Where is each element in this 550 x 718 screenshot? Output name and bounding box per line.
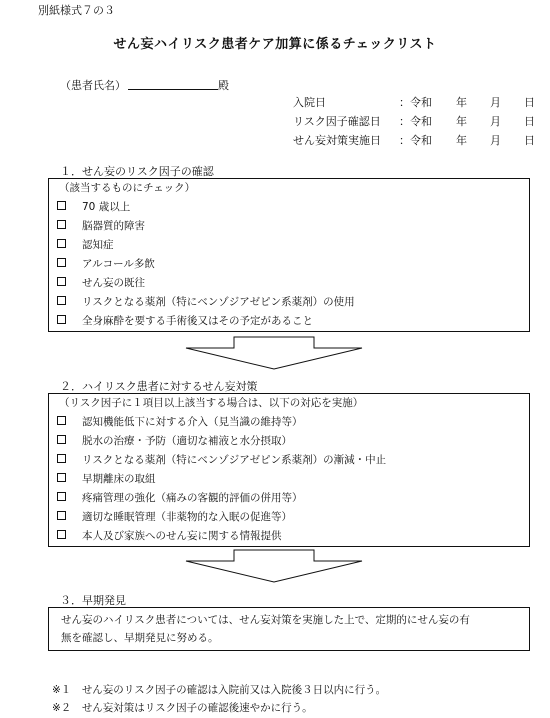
checklist-item — [49, 293, 529, 312]
date-year: 年 — [456, 115, 467, 128]
footnote — [52, 682, 386, 697]
date-label: 入院日 — [293, 96, 326, 109]
checkbox[interactable] — [57, 239, 66, 248]
checklist-item — [49, 432, 529, 451]
down-arrow-icon — [184, 549, 364, 583]
date-month: 月 — [490, 115, 501, 128]
admission-date-row — [293, 94, 535, 110]
checklist-item — [49, 236, 529, 255]
checkbox[interactable] — [57, 511, 66, 520]
checkbox[interactable] — [57, 277, 66, 286]
checklist-item-label: 脱水の治療・予防（適切な補液と水分摂取） — [82, 435, 292, 447]
checklist-item — [49, 198, 529, 217]
checklist-item-label: 本人及び家族へのせん妄に関する情報提供 — [82, 530, 282, 542]
date-colon: ： — [399, 96, 410, 109]
checklist-item — [49, 255, 529, 274]
checklist-item — [49, 489, 529, 508]
early-detection-box — [48, 607, 530, 651]
date-day: 日 — [524, 96, 535, 109]
form-number: 別紙様式７の３ — [38, 4, 115, 17]
checklist-item — [49, 470, 529, 489]
section2-heading: ２．ハイリスク患者に対するせん妄対策 — [60, 380, 258, 393]
early-detection-line: 無を確認し、早期発見に努める。 — [61, 632, 219, 644]
page-title: せん妄ハイリスク患者ケア加算に係るチェックリスト — [113, 37, 437, 52]
footnote-text: せん妄のリスク因子の確認は入院前又は入院後３日以内に行う。 — [81, 684, 387, 696]
checklist-item — [49, 274, 529, 293]
intervention-date-row — [293, 132, 535, 148]
checklist-item-label: せん妄の既往 — [82, 277, 145, 289]
intervention-box — [48, 393, 530, 547]
checklist-item — [49, 508, 529, 527]
section1-instruction: （該当するものにチェック） — [59, 182, 196, 194]
checklist-item-label: 疼痛管理の強化（痛みの客観的評価の併用等） — [82, 492, 303, 504]
checkbox[interactable] — [57, 492, 66, 501]
checkbox[interactable] — [57, 258, 66, 267]
checkbox[interactable] — [57, 473, 66, 482]
date-era: 令和 — [410, 96, 432, 109]
checkbox[interactable] — [57, 220, 66, 229]
checkbox[interactable] — [57, 416, 66, 425]
checklist-item — [49, 451, 529, 470]
checklist-item — [49, 527, 529, 546]
checkbox[interactable] — [57, 296, 66, 305]
risk-check-date-row — [293, 113, 535, 129]
section2-instruction: （リスク因子に１項目以上該当する場合は、以下の対応を実施） — [59, 397, 364, 409]
checklist-item — [49, 217, 529, 236]
footnote-text: せん妄対策はリスク因子の確認後速やかに行う。 — [81, 702, 313, 714]
date-year: 年 — [456, 134, 467, 147]
checklist-item-label: 認知症 — [82, 239, 114, 251]
patient-name-suffix: 殿 — [218, 79, 229, 92]
date-colon: ： — [399, 115, 410, 128]
date-era: 令和 — [410, 134, 432, 147]
date-label: リスク因子確認日 — [293, 115, 381, 128]
checklist-item-label: 脳器質的障害 — [82, 220, 145, 232]
checklist-item-label: 早期離床の取組 — [82, 473, 156, 485]
checklist-item-label: 70 歳以上 — [82, 201, 131, 213]
checkbox[interactable] — [57, 315, 66, 324]
early-detection-text — [49, 608, 529, 650]
section1-heading: １．せん妄のリスク因子の確認 — [60, 165, 214, 178]
checklist-item-label: リスクとなる薬剤（特にベンゾジアゼピン系薬剤）の使用 — [82, 296, 355, 308]
checkbox[interactable] — [57, 435, 66, 444]
checklist-item-label: 適切な睡眠管理（非薬物的な入眠の促進等） — [82, 511, 292, 523]
footnote — [52, 700, 313, 715]
date-day: 日 — [524, 115, 535, 128]
footnote-mark: ※１ — [52, 684, 72, 696]
checklist-item-label: 全身麻酔を要する手術後又はその予定があること — [82, 315, 313, 327]
date-year: 年 — [456, 96, 467, 109]
checklist-item-label: アルコール多飲 — [82, 258, 155, 270]
early-detection-line: せん妄のハイリスク患者については、せん妄対策を実施した上で、定期的にせん妄の有 — [61, 614, 470, 626]
down-arrow-icon — [184, 336, 364, 370]
patient-name-line — [128, 78, 218, 90]
date-month: 月 — [490, 96, 501, 109]
checklist-item — [49, 413, 529, 432]
section3-heading: ３．早期発見 — [60, 594, 126, 607]
checklist-item — [49, 312, 529, 331]
checkbox[interactable] — [57, 530, 66, 539]
date-colon: ： — [399, 134, 410, 147]
patient-name-field — [60, 77, 229, 93]
checkbox[interactable] — [57, 454, 66, 463]
checklist-item-label: 認知機能低下に対する介入（見当識の維持等） — [82, 416, 303, 428]
patient-name-label: （患者氏名） — [60, 79, 126, 92]
date-month: 月 — [490, 134, 501, 147]
date-day: 日 — [524, 134, 535, 147]
date-label: せん妄対策実施日 — [293, 134, 381, 147]
date-era: 令和 — [410, 115, 432, 128]
footnote-mark: ※２ — [52, 702, 72, 714]
checkbox[interactable] — [57, 201, 66, 210]
checklist-item-label: リスクとなる薬剤（特にベンゾジアゼピン系薬剤）の漸減・中止 — [82, 454, 387, 466]
risk-factor-box — [48, 178, 530, 332]
